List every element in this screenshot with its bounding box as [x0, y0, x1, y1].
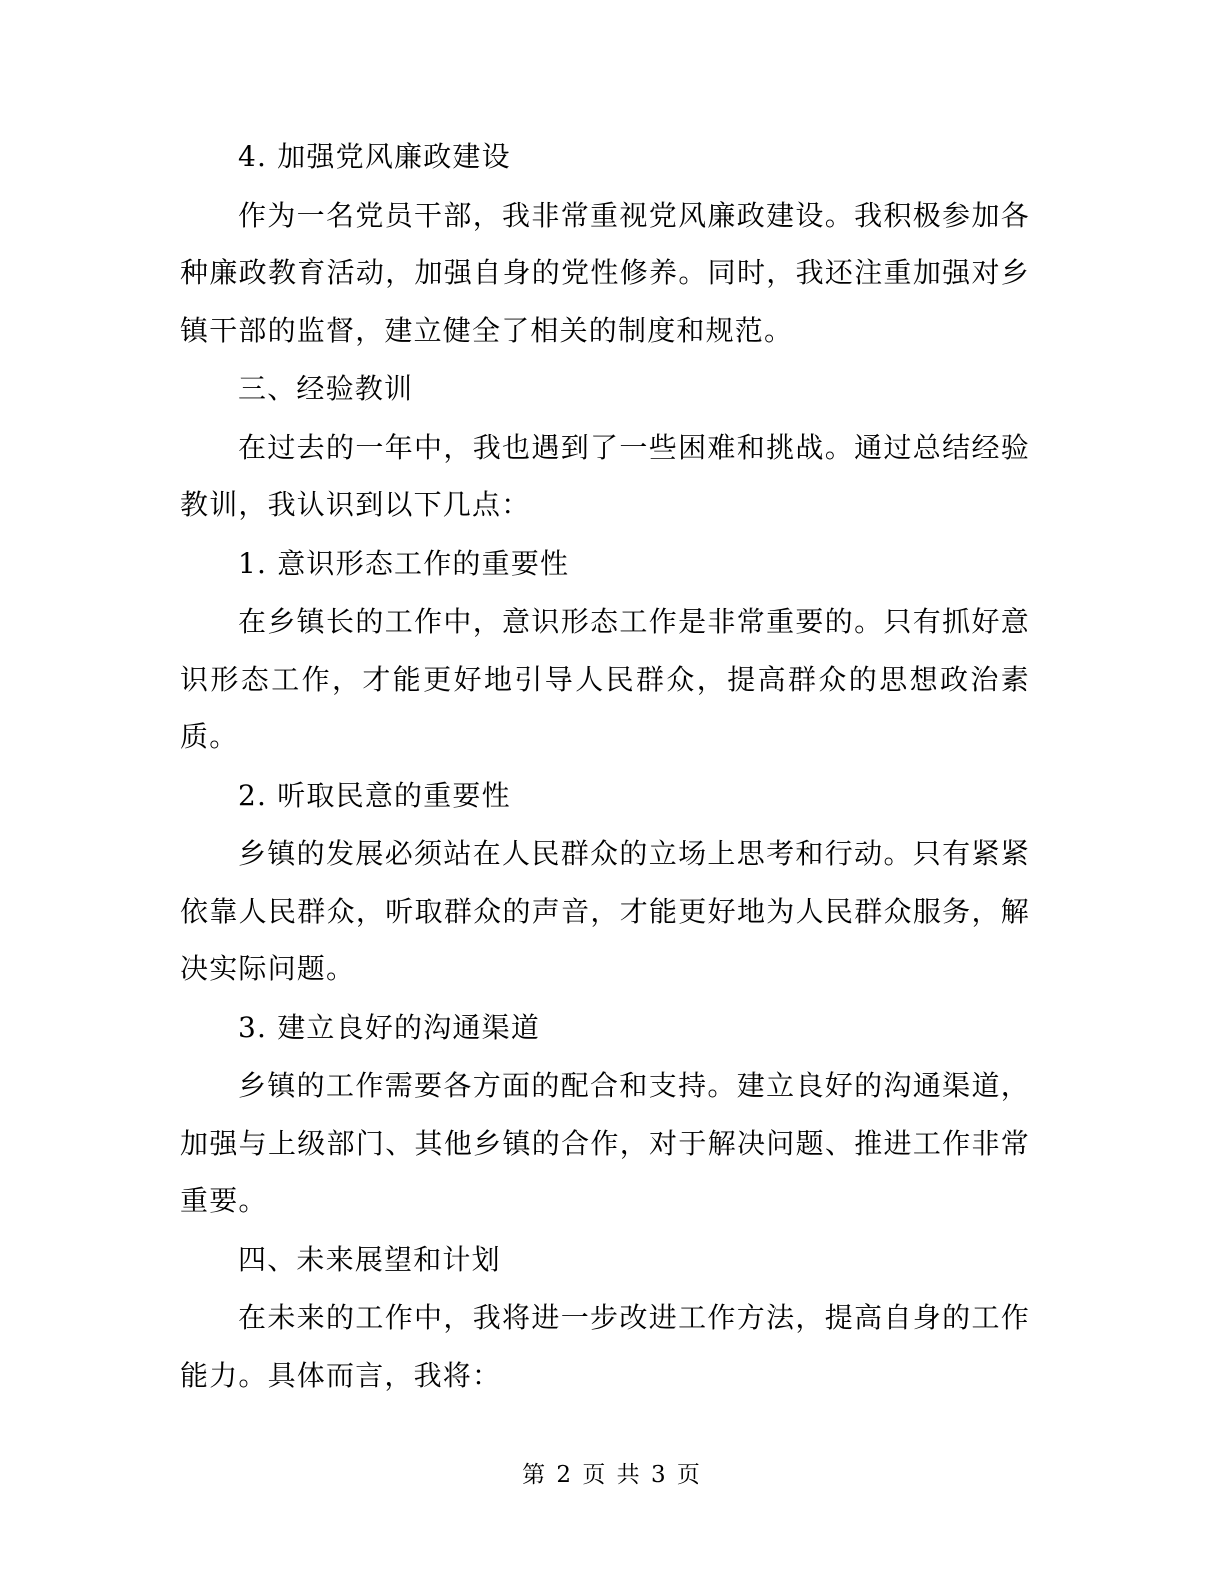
paragraph-communication: 乡镇的工作需要各方面的配合和支持。建立良好的沟通渠道，加强与上级部门、其他乡镇的合作，对于解决问题、推进工作非常重要。 — [180, 1069, 1030, 1217]
section-heading-party-conduct: 4. 加强党风廉政建设 — [238, 140, 511, 173]
document-body — [180, 128, 1030, 1405]
paragraph-lessons-intro: 在过去的一年中，我也遇到了一些困难和挑战。通过总结经验教训，我认识到以下几点： — [180, 430, 1030, 521]
section-heading-lessons: 三、经验教训 — [238, 372, 414, 405]
section-heading-communication: 3. 建立良好的沟通渠道 — [238, 1010, 541, 1044]
paragraph-public-opinion: 乡镇的发展必须站在人民群众的立场上思考和行动。只有紧紧依靠人民群众，听取群众的声音，才能更好地为人民群众服务，解决实际问题。 — [180, 837, 1030, 985]
section-heading-public-opinion: 2. 听取民意的重要性 — [238, 778, 511, 812]
section-heading-future-plans: 四、未来展望和计划 — [238, 1242, 501, 1276]
paragraph-ideology: 在乡镇长的工作中，意识形态工作是非常重要的。只有抓好意识形态工作，才能更好地引导人民群众，提高群众的思想政治素质。 — [180, 605, 1030, 753]
paragraph-party-conduct: 作为一名党员干部，我非常重视党风廉政建设。我积极参加各种廉政教育活动，加强自身的党性修养。同时，我还注重加强对乡镇干部的监督，建立健全了相关的制度和规范。 — [180, 198, 1030, 347]
section-heading-ideology: 1. 意识形态工作的重要性 — [238, 546, 570, 580]
page-number-footer: 第 2 页 共 3 页 — [522, 1462, 702, 1488]
paragraph-future-plans: 在未来的工作中，我将进一步改进工作方法，提高自身的工作能力。具体而言，我将： — [180, 1301, 1030, 1392]
